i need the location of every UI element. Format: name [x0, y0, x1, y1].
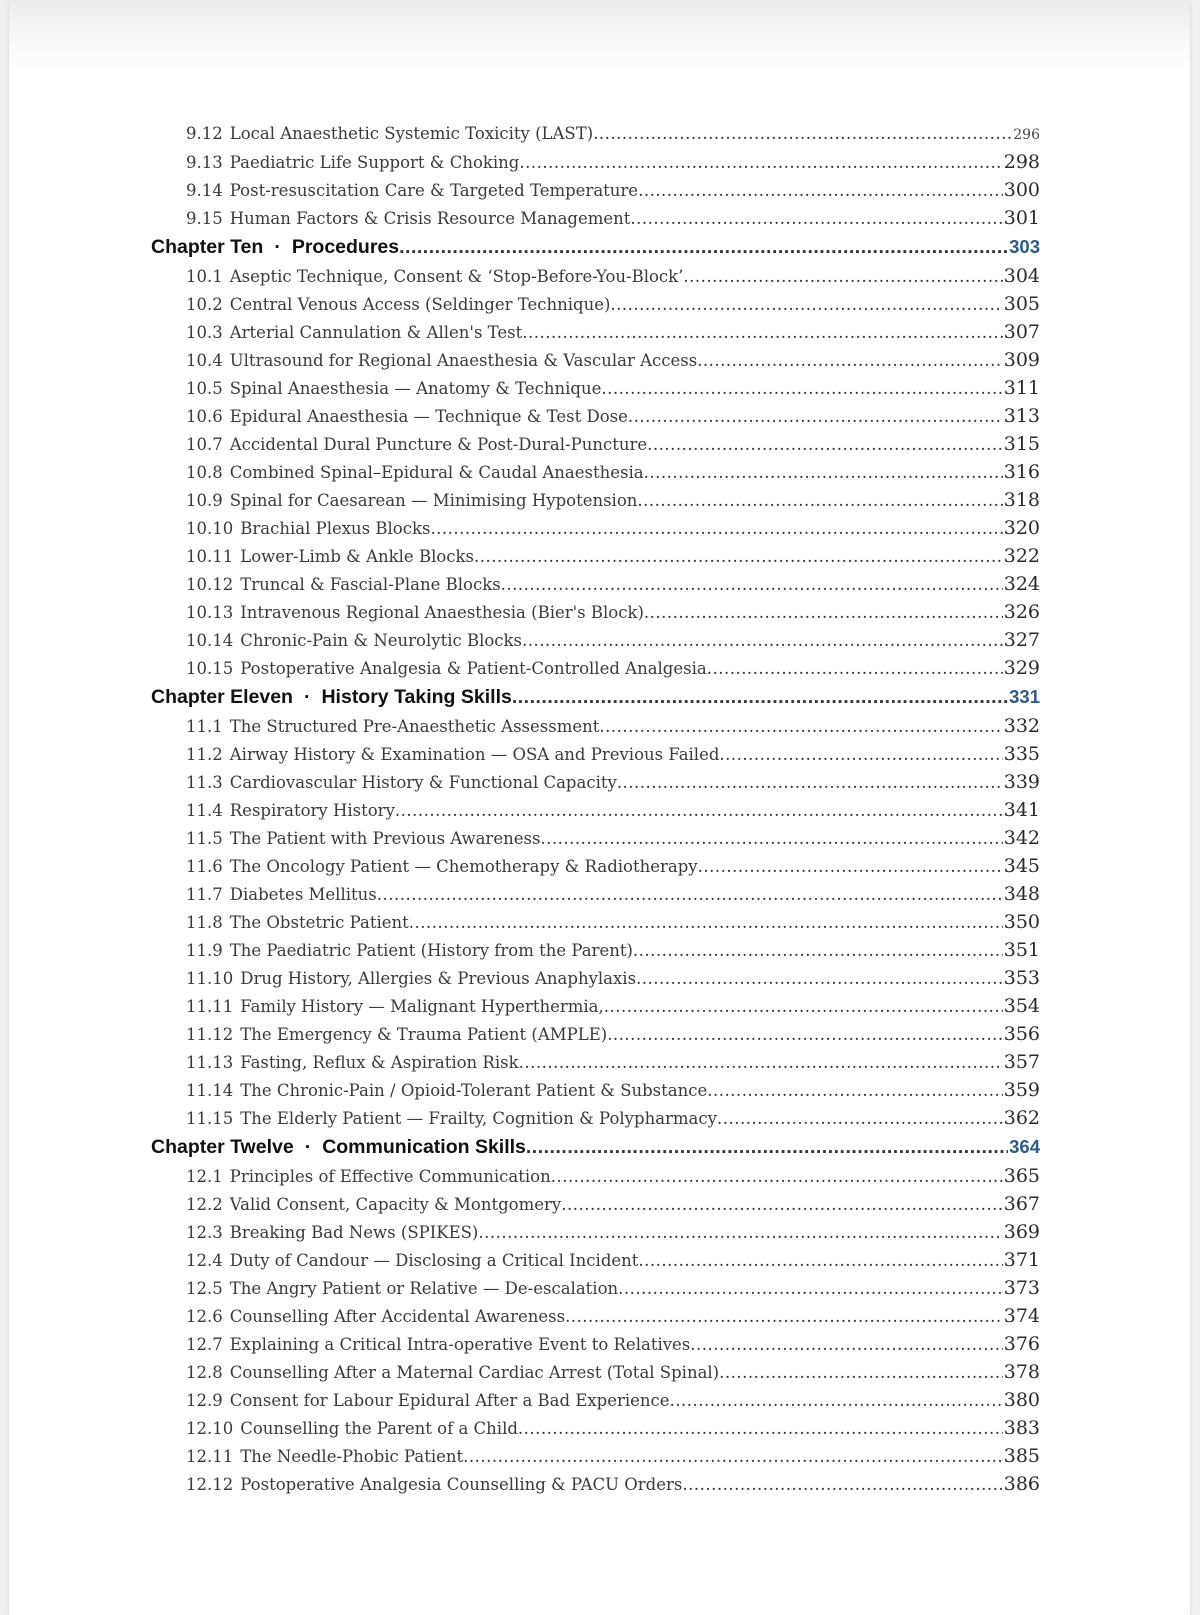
toc-section-entry[interactable] [9, 514, 1040, 542]
section-title: Intravenous Regional Anaesthesia (Bier's Block) [240, 603, 644, 622]
section-title: Airway History & Examination — OSA and Previous Failed [229, 745, 720, 764]
section-title: Brachial Plexus Blocks [240, 519, 431, 538]
dot-leader [638, 1247, 1002, 1275]
page-top-shadow [9, 0, 1190, 70]
dot-leader [377, 881, 1003, 909]
toc-section-entry[interactable] [9, 346, 1040, 374]
dot-leader [409, 909, 1003, 937]
dot-leader [707, 1077, 1002, 1105]
page-number: 350 [1003, 911, 1040, 933]
chapter-title: Communication Skills [322, 1136, 526, 1158]
section-number: 11.2 [186, 745, 223, 764]
section-number: 11.8 [186, 913, 223, 932]
section-title: Paediatric Life Support & Choking [229, 153, 520, 172]
page-number: 385 [1003, 1445, 1040, 1467]
dot-leader [540, 825, 1002, 853]
section-number: 11.1 [186, 717, 223, 736]
toc-section-entry[interactable] [9, 796, 1040, 824]
page-number: 373 [1003, 1277, 1040, 1299]
section-number: 12.8 [186, 1363, 223, 1382]
toc-section-entry[interactable] [9, 570, 1040, 598]
section-title: Breaking Bad News (SPIKES) [229, 1223, 479, 1242]
dot-leader [474, 543, 1003, 571]
section-title: Postoperative Analgesia & Patient-Controlled Analgesia [240, 659, 707, 678]
section-number: 11.11 [186, 997, 234, 1016]
page-number: 348 [1003, 883, 1040, 905]
section-number: 10.14 [186, 631, 234, 650]
page-number: 380 [1003, 1389, 1040, 1411]
page-number: 300 [1003, 179, 1040, 201]
section-number: 10.8 [186, 463, 223, 482]
section-title: Cardiovascular History & Functional Capacity [229, 773, 617, 792]
toc-section-entry[interactable] [9, 1218, 1040, 1246]
toc-section-entry[interactable] [9, 1470, 1040, 1498]
page-number: 354 [1003, 995, 1040, 1017]
dot-leader [617, 769, 1003, 797]
section-number: 11.12 [186, 1025, 234, 1044]
toc-section-entry[interactable] [9, 1274, 1040, 1302]
toc-section-entry[interactable] [9, 1190, 1040, 1218]
section-number: 11.15 [186, 1109, 234, 1128]
toc-section-entry[interactable] [9, 120, 1040, 148]
dot-leader [638, 177, 1003, 205]
section-title: Family History — Malignant Hyperthermia, [240, 997, 604, 1016]
toc-section-entry[interactable] [9, 402, 1040, 430]
section-title: The Structured Pre-Anaesthetic Assessment [229, 717, 600, 736]
section-title: Drug History, Allergies & Previous Anaphylaxis [240, 969, 637, 988]
dot-leader [551, 1163, 1003, 1191]
section-number: 9.14 [186, 181, 223, 200]
dot-leader [707, 655, 1003, 683]
page-number: 307 [1003, 321, 1040, 343]
toc-chapter-entry[interactable] [9, 682, 1040, 712]
section-number: 10.5 [186, 379, 223, 398]
toc-chapter-entry[interactable] [9, 1132, 1040, 1162]
dot-leader [630, 205, 1002, 233]
page-number: 359 [1003, 1079, 1040, 1101]
dot-leader [395, 797, 1003, 825]
section-title: The Angry Patient or Relative — De-escalation [229, 1279, 619, 1298]
toc-section-entry[interactable] [9, 1386, 1040, 1414]
page-number: 316 [1003, 461, 1040, 483]
chapter-separator: · [303, 686, 311, 708]
section-number: 12.3 [186, 1223, 223, 1242]
page-number: 311 [1003, 377, 1040, 399]
section-number: 10.10 [186, 519, 234, 538]
dot-leader [717, 1105, 1003, 1133]
section-title: The Oncology Patient — Chemotherapy & Radiotherapy [229, 857, 698, 876]
section-number: 10.1 [186, 267, 223, 286]
page-number: 365 [1003, 1165, 1040, 1187]
page-number: 329 [1003, 657, 1040, 679]
toc-section-entry[interactable] [9, 880, 1040, 908]
toc-section-entry[interactable] [9, 992, 1040, 1020]
section-number: 12.5 [186, 1279, 223, 1298]
section-title: Postoperative Analgesia Counselling & PACU Orders [240, 1475, 683, 1494]
section-title: Respiratory History [229, 801, 395, 820]
dot-leader [610, 291, 1002, 319]
dot-leader [522, 319, 1002, 347]
toc-section-entry[interactable] [9, 1246, 1040, 1274]
section-title: Fasting, Reflux & Aspiration Risk [240, 1053, 519, 1072]
section-number: 12.1 [186, 1167, 223, 1186]
toc-section-entry[interactable] [9, 1414, 1040, 1442]
chapter-label: Chapter Eleven [151, 686, 293, 708]
chapter-separator: · [274, 236, 281, 258]
page-number: 324 [1003, 573, 1040, 595]
chapter-separator: · [304, 1136, 312, 1158]
section-title: Counselling After Accidental Awareness [229, 1307, 566, 1326]
section-title: Ultrasound for Regional Anaesthesia & Vascular Access [229, 351, 698, 370]
dot-leader [593, 120, 1012, 148]
dot-leader [518, 1415, 1003, 1443]
section-title: Principles of Effective Communication [229, 1167, 551, 1186]
dot-leader [683, 263, 1002, 291]
dot-leader [512, 682, 1008, 712]
document-page [9, 0, 1190, 1615]
page-number: 315 [1003, 433, 1040, 455]
section-number: 11.3 [186, 773, 223, 792]
section-number: 11.9 [186, 941, 223, 960]
page-number: 303 [1009, 236, 1040, 257]
section-number: 10.12 [186, 575, 234, 594]
section-title: Spinal Anaesthesia — Anatomy & Technique [229, 379, 602, 398]
toc-section-entry[interactable] [9, 486, 1040, 514]
chapter-title: Procedures [291, 236, 400, 258]
section-title: Aseptic Technique, Consent & ‘Stop-Before-You-Block’ [229, 267, 684, 286]
dot-leader [501, 571, 1003, 599]
toc-section-entry[interactable] [9, 654, 1040, 682]
section-title: Combined Spinal–Epidural & Caudal Anaesthesia [229, 463, 644, 482]
dot-leader [644, 599, 1003, 627]
section-title: Counselling After a Maternal Cardiac Arrest (Total Spinal) [229, 1363, 720, 1382]
toc-section-entry[interactable] [9, 768, 1040, 796]
toc-chapter-entry[interactable] [9, 232, 1040, 262]
toc-section-entry[interactable] [9, 458, 1040, 486]
section-title: Chronic-Pain & Neurolytic Blocks [240, 631, 523, 650]
page-number: 351 [1003, 939, 1040, 961]
section-title: Lower-Limb & Ankle Blocks [240, 547, 474, 566]
section-number: 12.6 [186, 1307, 223, 1326]
toc-section-entry[interactable] [9, 1076, 1040, 1104]
page-number: 326 [1003, 601, 1040, 623]
section-number: 12.4 [186, 1251, 223, 1270]
page-number: 313 [1003, 405, 1040, 427]
section-number: 12.9 [186, 1391, 223, 1410]
dot-leader [647, 431, 1003, 459]
section-title: Counselling the Parent of a Child [240, 1419, 518, 1438]
section-title: Central Venous Access (Seldinger Technique) [229, 295, 611, 314]
toc-section-entry[interactable] [9, 1358, 1040, 1386]
toc-section-entry[interactable] [9, 712, 1040, 740]
toc-section-entry[interactable] [9, 318, 1040, 346]
dot-leader [670, 1387, 1003, 1415]
section-number: 12.12 [186, 1475, 234, 1494]
toc-section-entry[interactable] [9, 598, 1040, 626]
page-number: 309 [1003, 349, 1040, 371]
section-title: The Paediatric Patient (History from the Parent) [229, 941, 633, 960]
section-title: Arterial Cannulation & Allen's Test [229, 323, 523, 342]
section-number: 10.6 [186, 407, 223, 426]
dot-leader [478, 1219, 1002, 1247]
toc-section-entry[interactable] [9, 1020, 1040, 1048]
dot-leader [607, 1021, 1003, 1049]
dot-leader [682, 1471, 1002, 1499]
page-number: 342 [1003, 827, 1040, 849]
page-number: 304 [1003, 265, 1040, 287]
section-number: 10.13 [186, 603, 234, 622]
dot-leader [604, 993, 1003, 1021]
section-title: Local Anaesthetic Systemic Toxicity (LAST) [229, 124, 594, 143]
section-number: 12.2 [186, 1195, 223, 1214]
dot-leader [644, 459, 1003, 487]
dot-leader [719, 1359, 1003, 1387]
page-number: 301 [1003, 207, 1040, 229]
section-title: The Needle-Phobic Patient [240, 1447, 464, 1466]
page-number: 335 [1003, 743, 1040, 765]
page-number: 318 [1003, 489, 1040, 511]
page-number: 374 [1003, 1305, 1040, 1327]
page-number: 331 [1009, 686, 1040, 707]
dot-leader [618, 1275, 1003, 1303]
dot-leader [633, 937, 1003, 965]
toc-section-entry[interactable] [9, 1048, 1040, 1076]
section-title: Truncal & Fascial-Plane Blocks [240, 575, 501, 594]
section-number: 11.7 [186, 885, 223, 904]
page-number: 356 [1003, 1023, 1040, 1045]
dot-leader [565, 1303, 1003, 1331]
dot-leader [399, 232, 1008, 262]
section-number: 11.4 [186, 801, 223, 820]
dot-leader [526, 1132, 1008, 1162]
page-number: 353 [1003, 967, 1040, 989]
toc-section-entry[interactable] [9, 1442, 1040, 1470]
section-title: Post-resuscitation Care & Targeted Temperature [229, 181, 639, 200]
page-number: 298 [1003, 151, 1040, 173]
chapter-label: Chapter Twelve [151, 1136, 294, 1158]
toc-section-entry[interactable] [9, 1162, 1040, 1190]
toc-section-entry[interactable] [9, 1104, 1040, 1132]
page-number: 371 [1003, 1249, 1040, 1271]
section-title: Spinal for Caesarean — Minimising Hypotension [229, 491, 638, 510]
dot-leader [719, 741, 1002, 769]
section-title: The Patient with Previous Awareness [229, 829, 541, 848]
page-number: 357 [1003, 1051, 1040, 1073]
section-title: Accidental Dural Puncture & Post-Dural-Puncture [229, 435, 648, 454]
toc-section-entry[interactable] [9, 148, 1040, 176]
section-number: 10.15 [186, 659, 234, 678]
page-number: 369 [1003, 1221, 1040, 1243]
dot-leader [601, 375, 1002, 403]
toc-section-entry[interactable] [9, 852, 1040, 880]
table-of-contents [9, 120, 1190, 1498]
dot-leader [599, 713, 1002, 741]
section-number: 10.9 [186, 491, 223, 510]
section-number: 10.3 [186, 323, 223, 342]
dot-leader [519, 1049, 1003, 1077]
dot-leader [561, 1191, 1003, 1219]
toc-section-entry[interactable] [9, 964, 1040, 992]
section-title: The Emergency & Trauma Patient (AMPLE) [240, 1025, 608, 1044]
section-number: 10.7 [186, 435, 223, 454]
toc-section-entry[interactable] [9, 374, 1040, 402]
toc-section-entry[interactable] [9, 290, 1040, 318]
page-number: 345 [1003, 855, 1040, 877]
page-number: 305 [1003, 293, 1040, 315]
section-number: 12.11 [186, 1447, 234, 1466]
toc-section-entry[interactable] [9, 204, 1040, 232]
dot-leader [430, 515, 1002, 543]
toc-section-entry[interactable] [9, 176, 1040, 204]
section-number: 12.10 [186, 1419, 234, 1438]
dot-leader [519, 149, 1002, 177]
page-number: 332 [1003, 715, 1040, 737]
section-title: Diabetes Mellitus [229, 885, 377, 904]
dot-leader [690, 1331, 1002, 1359]
toc-section-entry[interactable] [9, 908, 1040, 936]
toc-section-entry[interactable] [9, 542, 1040, 570]
dot-leader [522, 627, 1003, 655]
page-number: 327 [1003, 629, 1040, 651]
section-number: 10.4 [186, 351, 223, 370]
page-number: 322 [1003, 545, 1040, 567]
dot-leader [637, 487, 1002, 515]
toc-section-entry[interactable] [9, 824, 1040, 852]
section-number: 11.13 [186, 1053, 234, 1072]
section-number: 11.10 [186, 969, 234, 988]
chapter-title: History Taking Skills [321, 686, 512, 708]
page-number: 376 [1003, 1333, 1040, 1355]
section-number: 12.7 [186, 1335, 223, 1354]
section-title: Explaining a Critical Intra-operative Event to Relatives [229, 1335, 691, 1354]
page-number: 362 [1003, 1107, 1040, 1129]
page-number: 383 [1003, 1417, 1040, 1439]
page-number: 378 [1003, 1361, 1040, 1383]
section-title: Duty of Candour — Disclosing a Critical Incident [229, 1251, 639, 1270]
toc-section-entry[interactable] [9, 262, 1040, 290]
section-title: Consent for Labour Epidural After a Bad Experience [229, 1391, 670, 1410]
section-number: 11.6 [186, 857, 223, 876]
page-number: 320 [1003, 517, 1040, 539]
section-number: 10.2 [186, 295, 223, 314]
toc-section-entry[interactable] [9, 1302, 1040, 1330]
page-number: 296 [1013, 127, 1040, 143]
dot-leader [628, 403, 1003, 431]
section-title: The Chronic-Pain / Opioid-Tolerant Patient & Substance [240, 1081, 708, 1100]
dot-leader [463, 1443, 1003, 1471]
page-number: 364 [1009, 1136, 1040, 1157]
toc-section-entry[interactable] [9, 936, 1040, 964]
dot-leader [697, 347, 1003, 375]
toc-section-entry[interactable] [9, 430, 1040, 458]
section-number: 10.11 [186, 547, 234, 566]
toc-section-entry[interactable] [9, 740, 1040, 768]
page-number: 367 [1003, 1193, 1040, 1215]
section-number: 11.5 [186, 829, 223, 848]
section-title: Epidural Anaesthesia — Technique & Test Dose [229, 407, 628, 426]
section-number: 11.14 [186, 1081, 234, 1100]
section-title: The Elderly Patient — Frailty, Cognition & Polypharmacy [240, 1109, 717, 1128]
page-number: 339 [1003, 771, 1040, 793]
dot-leader [698, 853, 1003, 881]
section-number: 9.13 [186, 153, 223, 172]
dot-leader [636, 965, 1003, 993]
section-number: 9.12 [186, 124, 223, 143]
toc-section-entry[interactable] [9, 626, 1040, 654]
section-title: The Obstetric Patient [229, 913, 409, 932]
section-title: Valid Consent, Capacity & Montgomery [229, 1195, 562, 1214]
chapter-label: Chapter Ten [151, 236, 264, 258]
section-number: 9.15 [186, 209, 223, 228]
page-number: 341 [1003, 799, 1040, 821]
section-title: Human Factors & Crisis Resource Management [229, 209, 631, 228]
toc-section-entry[interactable] [9, 1330, 1040, 1358]
page-number: 386 [1003, 1473, 1040, 1495]
